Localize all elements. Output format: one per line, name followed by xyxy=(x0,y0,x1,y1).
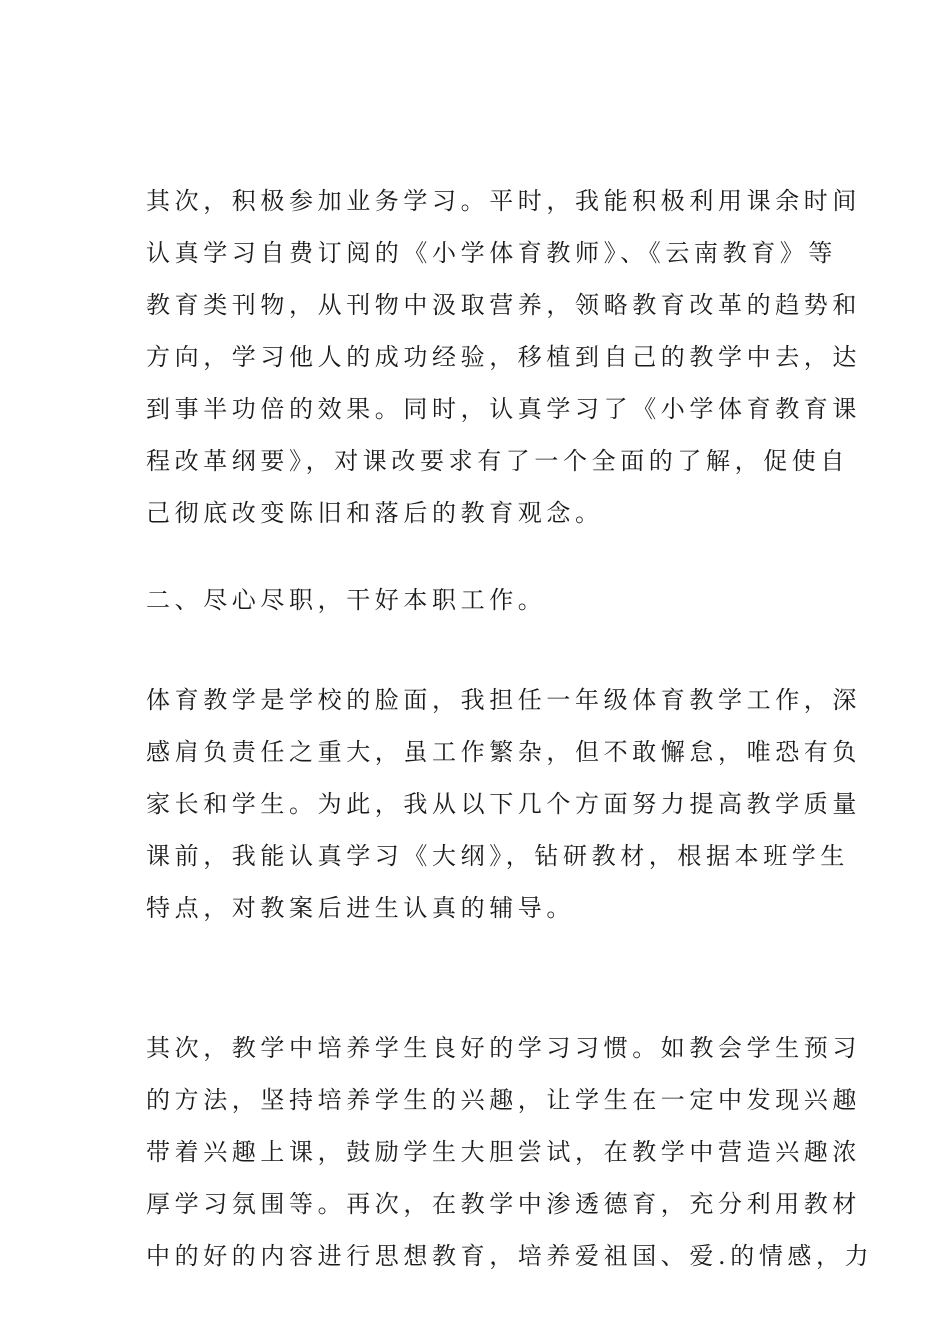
paragraph-business-study xyxy=(146,175,861,539)
section-heading xyxy=(146,574,816,626)
paragraph-line: 程改革纲要》，对课改要求有了一个全面的了解，促使自 xyxy=(146,447,849,475)
paragraph-pe-teaching xyxy=(146,674,861,934)
paragraph-line: 厚学习氛围等。再次，在教学中渗透德育，充分利用教材 xyxy=(146,1190,861,1218)
paragraph-line: 的方法，坚持培养学生的兴趣，让学生在一定中发现兴趣 xyxy=(146,1086,861,1114)
paragraph-line: 中的好的内容进行思想教育，培养爱祖国、爱.的情感，力 xyxy=(146,1242,874,1270)
paragraph-line: 课前，我能认真学习《大纲》，钻研教材，根据本班学生 xyxy=(146,842,849,870)
paragraph-line: 其次，积极参加业务学习。平时，我能积极利用课余时间 xyxy=(146,187,861,215)
paragraph-line: 家长和学生。为此，我从以下几个方面努力提高教学质量 xyxy=(146,790,861,818)
paragraph-line: 特点，对教案后进生认真的辅导。 xyxy=(146,894,575,922)
paragraph-line: 己彻底改变陈旧和落后的教育观念。 xyxy=(146,499,604,527)
paragraph-line: 到事半功倍的效果。同时，认真学习了《小学体育教育课 xyxy=(146,395,861,423)
paragraph-line: 认真学习自费订阅的《小学体育教师》、《云南教育》等 xyxy=(146,239,837,267)
paragraph-study-habits xyxy=(146,1022,874,1282)
paragraph-line: 其次，教学中培养学生良好的学习习惯。如教会学生预习 xyxy=(146,1034,861,1062)
paragraph-line: 教育类刊物，从刊物中汲取营养，领略教育改革的趋势和 xyxy=(146,291,861,319)
paragraph-line: 感肩负责任之重大，虽工作繁杂，但不敢懈怠，唯恐有负 xyxy=(146,738,861,766)
paragraph-line: 体育教学是学校的脸面，我担任一年级体育教学工作，深 xyxy=(146,686,861,714)
paragraph-line: 方向，学习他人的成功经验，移植到自己的教学中去，达 xyxy=(146,343,861,371)
paragraph-line: 带着兴趣上课，鼓励学生大胆尝试，在教学中营造兴趣浓 xyxy=(146,1138,861,1166)
section-heading-text: 二、尽心尽职，干好本职工作。 xyxy=(146,586,547,614)
